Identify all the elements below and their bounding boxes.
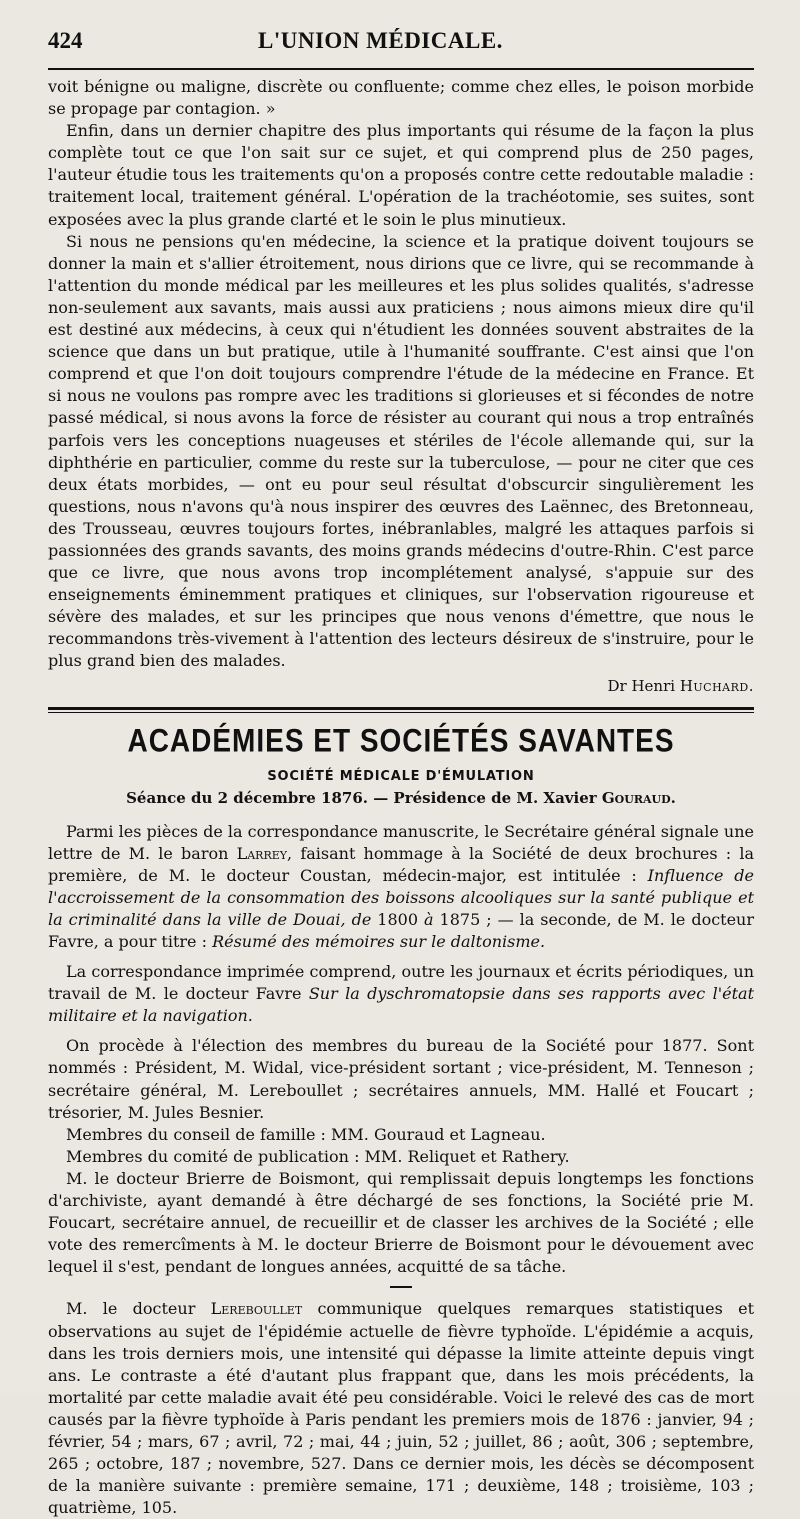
minutes-text: , faisant hommage à la Société de deux brochures : la première, de M. le docteur Coustan, médecin-major, est intitulée :: [48, 843, 754, 885]
minutes-paragraph-6: M. le docteur Brierre de Boismont, qui remplissait depuis longtemps les fonctions d'archiviste, ayant demandé à être déchargé de ses fonctions, la Société prie M. Foucart, secrétaire annuel, de recueillir et de classer les archives de la Société ; elle vote des remercîments à M. le docteur Brierre de Boismont pour le dévouement avec lequel il s'est, pendant de longues années, acquitté de sa tâche.: [48, 1168, 754, 1277]
minutes-text: 1800: [371, 909, 424, 929]
society-title: SOCIÉTÉ MÉDICALE D'ÉMULATION: [267, 768, 535, 784]
header-rule: [48, 68, 754, 70]
minutes-paragraph-1: [48, 821, 754, 954]
minutes-text: communique quelques remarques statistiques et observations au sujet de l'épidémie actuelle de fièvre typhoïde. L'épidémie a acquis, dans les trois derniers mois, une intensité qui dépasse la limite atteinte depuis vingt ans. Le contraste a été d'autant plus frappant que, dans les mois précédents, la mortalité par cette maladie avait été peu considérable. Voici le relevé des cas de mort causés par la fièvre typhoïde à Paris pendant les premiers mois de 1876 : janvier, 94 ; février, 54 ; mars, 67 ; avril, 72 ; mai, 44 ; juin, 52 ; juillet, 86 ; août, 306 ; septembre, 265 ; octobre, 187 ; novembre, 527. Dans ce dernier mois, les décès se décomposent de la manière suivante : première semaine, 171 ; deuxième, 148 ; troisième, 103 ; quatrième, 105.: [48, 1299, 755, 1518]
review-paragraph-2: Enfin, dans un dernier chapitre des plus importants qui résume de la façon la plus complète tout ce que l'on sait sur ce sujet, et qui comprend plus de 250 pages, l'auteur étudie tous les traitements qu'on a proposés contre cette redoutable maladie : traitement local, traitement général. L'opération de la trachéotomie, ses suites, sont exposées avec la plus grande clarté et le soin le plus minutieux.: [48, 121, 754, 229]
session-president: Gouraud.: [601, 788, 676, 807]
signature-author-name: Huchard.: [679, 676, 754, 695]
session-line: [48, 787, 754, 809]
section-title: ACADÉMIES ET SOCIÉTÉS SAVANTES: [127, 722, 675, 758]
review-paragraph-3: Si nous ne pensions qu'en médecine, la science et la pratique doivent toujours se donner la main et s'allier étroitement, nous dirions que ce livre, qui se recommande à l'attention du monde médical par les meilleures et les plus solides qualités, s'adresse non-seulement aux savants, mais aussi aux praticiens ; nous aimons mieux dire qu'il est destiné aux médecins, à ceux qui n'étudient les données souvent abstraites de la science que dans un but pratique, utile à l'humanité souffrante. C'est ainsi que l'on comprend et que l'on doit toujours comprendre l'étude de la médecine en France. Et si nous ne voulons pas rompre avec les traditions si glorieuses et si fécondes de notre passé médical, si nous avons la force de résister au courant qui nous a trop entraînés parfois vers les conceptions nuageuses et stériles de l'école allemande qui, sur la diphthérie en particulier, comme du reste sur la tuberculose, — pour ne citer que ces deux états morbides, — ont eu pour seul résultat d'obscurcir singulièrement les questions, nous n'avons qu'à nous inspirer des œuvres des Laënnec, des Bretonneau, des Trousseau, œuvres toujours fortes, inébranlables, malgré les attaques parfois si passionnées des grands savants, des moins grands médecins d'outre-Rhin. C'est parce que ce livre, que nous avons trop incomplétement analysé, s'appuie sur des enseignements éminemment pratiques et cliniques, sur l'observation rigoureuse et sévère des malades, et sur les principes que nous venons d'émettre, que nous le recommandons très-vivement à l'attention des lecteurs désireux de s'instruire, pour le plus grand bien des malades.: [48, 231, 754, 671]
person-name: Lereboullet: [210, 1299, 303, 1319]
short-separator: [390, 1286, 412, 1288]
minutes-text: Parmi les pièces de la correspondance manuscrite, le Secrétaire général signale une lettre de M. le baron: [48, 821, 754, 863]
minutes-text: La correspondance imprimée comprend, outre les journaux et écrits périodiques, un travail de M. le docteur Favre: [48, 962, 754, 1004]
signature-prefix: Dr Henri: [607, 676, 680, 695]
minutes-paragraph-5: Membres du comité de publication : MM. Reliquet et Rathery.: [66, 1146, 570, 1166]
review-paragraph-1: voit bénigne ou maligne, discrète ou confluente; comme chez elles, le poison morbide se propage par contagion. »: [48, 77, 754, 119]
minutes-paragraph-4: Membres du conseil de famille : MM. Gouraud et Lagneau.: [66, 1124, 546, 1144]
section-divider: [48, 707, 754, 713]
journal-title: L'UNION MÉDICALE.: [258, 28, 503, 53]
session-text: Séance du 2 décembre 1876. — Présidence de M. Xavier: [126, 788, 602, 807]
running-head: [48, 28, 754, 62]
review-signature: [48, 675, 754, 697]
minutes-text: à: [424, 909, 434, 929]
minutes-paragraph-3: On procède à l'élection des membres du bureau de la Société pour 1877. Sont nommés : Président, M. Widal, vice-président sortant ; vice-président, M. Tenneson ; secrétaire général, M. Lereboullet ; secrétaires annuels, MM. Hallé et Foucart ; trésorier, M. Jules Besnier.: [48, 1036, 754, 1122]
brochure-title: Influence de l'accroissement de la consommation des boissons alcooliques sur la santé publique et la criminalité dans la ville de Douai, de: [48, 865, 754, 929]
person-name: Larrey: [236, 843, 288, 863]
page-number: 424: [48, 28, 83, 53]
minutes-paragraph-2: [48, 961, 754, 1027]
minutes-text: 1875 ; — la seconde, de M. le docteur Favre, a pour titre :: [48, 909, 755, 951]
work-title: Sur la dyschromatopsie dans ses rapports avec l'état militaire et la navigation.: [48, 984, 754, 1026]
minutes-paragraph-7: [48, 1298, 754, 1519]
brochure-title: Résumé des mémoires sur le daltonisme.: [212, 932, 546, 951]
minutes-text: M. le docteur: [66, 1299, 211, 1319]
